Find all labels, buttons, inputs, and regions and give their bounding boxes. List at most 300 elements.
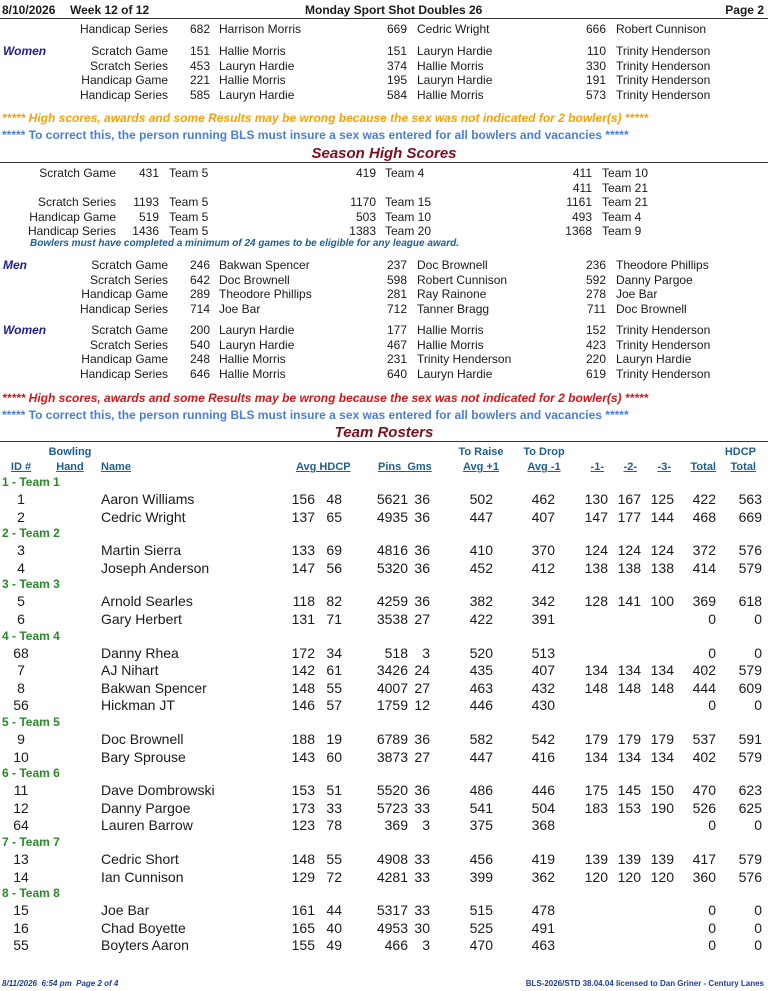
rosters-title-rule: [0, 441, 768, 442]
roster-g3: 120: [650, 868, 674, 885]
roster-g2: 148: [617, 679, 641, 696]
roster-id: 10: [13, 748, 29, 765]
bowler-name: Lauryn Hardie: [219, 337, 295, 352]
score-value: 598: [386, 272, 407, 287]
score-category: Handicap Game: [29, 210, 116, 224]
roster-gms: 12: [414, 697, 430, 714]
roster-pins: 4007: [376, 679, 408, 696]
score-value: 493: [571, 210, 592, 224]
roster-hdcp-total: 669: [738, 508, 762, 525]
roster-g1: 134: [584, 748, 608, 765]
roster-name: Aaron Williams: [101, 491, 195, 507]
roster-g3: 138: [650, 559, 674, 576]
roster-id: 56: [13, 697, 29, 714]
roster-total: 0: [708, 697, 716, 714]
roster-pins: 6789: [376, 731, 408, 747]
team-label: 2 - Team 2: [2, 526, 60, 541]
roster-gms: 27: [414, 611, 430, 627]
bowler-name: Trinity Henderson: [616, 58, 711, 73]
roster-name: Bary Sprouse: [101, 748, 186, 765]
roster-id: 5: [17, 593, 25, 610]
roster-g2: 153: [617, 799, 641, 816]
roster-g1: 183: [584, 799, 608, 816]
team-rosters-title: Team Rosters: [334, 424, 434, 441]
score-value: 1161: [566, 195, 592, 209]
roster-raise: 520: [469, 644, 493, 661]
col-name: Name: [101, 461, 131, 473]
roster-drop: 542: [531, 731, 555, 747]
bowler-name: Lauryn Hardie: [219, 323, 295, 337]
roster-name: Ian Cunnison: [101, 868, 184, 885]
bowler-name: Hallie Morris: [219, 366, 286, 381]
score-value: 640: [386, 366, 407, 381]
roster-total: 537: [692, 731, 716, 747]
roster-avg: 133: [291, 542, 315, 559]
roster-total: 526: [692, 799, 716, 816]
roster-g1: 128: [584, 593, 608, 610]
team-name: Team 5: [169, 166, 209, 180]
score-value: 289: [189, 287, 210, 301]
roster-g2: 134: [617, 748, 641, 765]
roster-avg: 146: [291, 697, 315, 714]
roster-hdcp: 48: [326, 491, 342, 507]
bowler-name: Robert Cunnison: [417, 272, 508, 287]
roster-gms: 33: [414, 851, 430, 867]
roster-pins: 4259: [376, 593, 408, 610]
roster-pins: 4281: [376, 868, 408, 885]
roster-avg: 161: [291, 902, 315, 919]
roster-name: Cedric Short: [101, 851, 179, 867]
roster-id: 68: [13, 644, 29, 661]
team-name: Team 4: [385, 166, 425, 180]
score-value: 712: [386, 301, 407, 316]
bowler-name: Cedric Wright: [417, 22, 490, 36]
roster-hdcp-total: 579: [738, 662, 762, 679]
roster-drop: 504: [531, 799, 555, 816]
roster-raise: 452: [469, 559, 493, 576]
roster-g1: 179: [584, 731, 608, 747]
score-value: 220: [585, 352, 606, 366]
roster-pins: 466: [384, 937, 408, 954]
roster-gms: 33: [414, 902, 430, 919]
roster-hdcp-total: 0: [754, 697, 762, 714]
team-name: Team 10: [385, 210, 432, 224]
sex-warning-2-line-2: ***** To correct this, the person running BLS must insure a sex was entered for all bowlers and vacancies *****: [2, 408, 629, 422]
roster-pins: 5320: [376, 559, 408, 576]
roster-g2: 139: [617, 851, 641, 867]
team-label: 3 - Team 3: [2, 577, 60, 592]
award-eligibility-note: Bowlers must have completed a minimum of 24 games to be eligible for any league award.: [30, 238, 460, 249]
roster-g2: 167: [617, 491, 641, 507]
col-game-3: -3-: [657, 461, 671, 473]
roster-drop: 362: [531, 868, 555, 885]
report-date: 8/10/2026: [2, 3, 56, 17]
roster-pins: 4953: [376, 919, 408, 936]
bowler-name: Harrison Morris: [219, 22, 302, 36]
bowler-name: Hallie Morris: [219, 44, 286, 58]
roster-hdcp-total: 0: [754, 919, 762, 936]
roster-total: 360: [692, 868, 716, 885]
season-men-label: Men: [3, 258, 27, 272]
score-value: 711: [586, 301, 606, 316]
roster-gms: 33: [414, 868, 430, 885]
roster-gms: 24: [414, 662, 430, 679]
bowler-name: Robert Cunnison: [616, 22, 707, 36]
roster-hdcp: 82: [326, 593, 342, 610]
roster-drop: 370: [531, 542, 555, 559]
roster-g3: 190: [650, 799, 674, 816]
bowler-name: Hallie Morris: [417, 323, 484, 337]
team-name: Team 5: [169, 224, 209, 238]
score-value: 467: [386, 337, 407, 352]
roster-gms: 36: [414, 731, 430, 747]
col-game-2: -2-: [623, 461, 637, 473]
roster-raise: 375: [469, 817, 493, 834]
roster-pins: 5317: [376, 902, 408, 919]
team-label: 4 - Team 4: [2, 628, 60, 643]
bowler-name: Hallie Morris: [417, 337, 484, 352]
score-value: 453: [189, 58, 210, 73]
score-value: 585: [189, 87, 210, 102]
roster-avg: 142: [291, 662, 315, 679]
roster-total: 444: [692, 679, 716, 696]
roster-raise: 399: [469, 868, 493, 885]
score-value: 236: [585, 258, 606, 272]
score-value: 151: [189, 44, 210, 58]
roster-avg: 153: [291, 782, 315, 799]
bowler-name: Lauryn Hardie: [417, 73, 493, 87]
score-value: 195: [386, 73, 407, 87]
roster-drop: 432: [531, 679, 555, 696]
footer-license: BLS-2026/STD 38.04.04 licensed to Dan Griner - Century Lanes: [525, 979, 764, 988]
bowler-name: Doc Brownell: [417, 258, 488, 272]
roster-total: 0: [708, 902, 716, 919]
roster-hdcp-total: 579: [738, 851, 762, 867]
bowler-name: Hallie Morris: [219, 73, 286, 87]
roster-hdcp-total: 563: [738, 491, 762, 507]
roster-g1: 134: [584, 662, 608, 679]
bowler-name: Theodore Phillips: [616, 258, 709, 272]
roster-g1: 138: [584, 559, 608, 576]
roster-pins: 5621: [376, 491, 408, 507]
roster-avg: 131: [291, 611, 315, 627]
score-value: 374: [386, 58, 407, 73]
score-category: Scratch Game: [91, 258, 168, 272]
roster-raise: 382: [469, 593, 493, 610]
col-to-raise-bottom: Avg +1: [463, 461, 499, 473]
season-title-rule: [0, 162, 768, 163]
bowler-name: Hallie Morris: [417, 87, 484, 102]
roster-raise: 525: [469, 919, 493, 936]
roster-raise: 486: [469, 782, 493, 799]
roster-name: AJ Nihart: [101, 662, 159, 679]
roster-pins: 4935: [376, 508, 408, 525]
roster-total: 422: [692, 491, 716, 507]
roster-avg: 148: [291, 679, 315, 696]
bowler-name: Ray Rainone: [417, 287, 487, 301]
roster-name: Chad Boyette: [101, 919, 186, 936]
roster-id: 2: [17, 508, 25, 525]
score-value: 246: [189, 258, 210, 272]
season-high-scores-title: Season High Scores: [311, 145, 457, 162]
roster-g3: 179: [650, 731, 674, 747]
score-value: 1368: [565, 224, 592, 238]
roster-avg: 137: [291, 508, 315, 525]
roster-gms: 36: [414, 491, 430, 507]
roster-hdcp: 60: [326, 748, 342, 765]
roster-name: Gary Herbert: [101, 611, 182, 627]
bowler-name: Lauryn Hardie: [616, 352, 692, 366]
roster-drop: 478: [531, 902, 555, 919]
col-hdcp-total: Total: [730, 461, 756, 473]
roster-drop: 407: [531, 662, 555, 679]
roster-raise: 456: [469, 851, 493, 867]
score-value: 419: [355, 166, 376, 180]
roster-hdcp: 44: [326, 902, 342, 919]
col-total: Total: [690, 461, 716, 473]
score-category: Handicap Series: [79, 87, 168, 102]
score-value: 423: [585, 337, 606, 352]
roster-gms: 36: [414, 559, 430, 576]
score-value: 110: [586, 44, 606, 58]
score-value: 191: [585, 73, 606, 87]
roster-gms: 36: [414, 782, 430, 799]
roster-pins: 4908: [376, 851, 408, 867]
score-category: Scratch Game: [91, 44, 168, 58]
roster-hdcp-total: 576: [738, 868, 762, 885]
bowler-name: Joe Bar: [219, 301, 261, 316]
score-value: 642: [189, 272, 210, 287]
roster-raise: 446: [469, 697, 493, 714]
score-category: Handicap Series: [79, 301, 168, 316]
score-category: Handicap Series: [79, 366, 168, 381]
roster-g1: 175: [584, 782, 608, 799]
roster-raise: 515: [469, 902, 493, 919]
team-label: 1 - Team 1: [2, 475, 60, 489]
bowler-name: Trinity Henderson: [616, 87, 711, 102]
bowler-name: Lauryn Hardie: [219, 58, 295, 73]
score-value: 540: [189, 337, 210, 352]
score-value: 231: [386, 352, 407, 366]
roster-avg: 188: [291, 731, 315, 747]
roster-hdcp: 33: [326, 799, 342, 816]
bowler-name: Lauryn Hardie: [417, 44, 493, 58]
roster-total: 0: [708, 919, 716, 936]
roster-raise: 502: [469, 491, 493, 507]
roster-gms: 36: [414, 508, 430, 525]
col-id: ID #: [10, 461, 32, 473]
roster-name: Joseph Anderson: [101, 559, 210, 576]
score-value: 237: [386, 258, 407, 272]
roster-g3: 124: [650, 542, 674, 559]
roster-drop: 416: [531, 748, 555, 765]
sex-warning-line-2: ***** To correct this, the person running BLS must insure a sex was entered for all bowlers and vacancies *****: [2, 128, 629, 142]
score-value: 503: [355, 210, 376, 224]
score-value: 200: [189, 323, 210, 337]
roster-g1: 124: [584, 542, 608, 559]
team-name: Team 5: [169, 210, 209, 224]
roster-pins: 518: [384, 644, 408, 661]
roster-id: 55: [13, 937, 29, 954]
roster-hdcp: 57: [326, 697, 342, 714]
roster-hdcp-total: 579: [738, 559, 762, 576]
score-value: 573: [585, 87, 606, 102]
roster-drop: 391: [531, 611, 555, 627]
roster-g2: 141: [617, 593, 641, 610]
sex-warning-line-1: ***** High scores, awards and some Results may be wrong because the sex was not indicated for 2 bowler(s) *****: [2, 111, 649, 125]
roster-hdcp: 34: [326, 644, 342, 661]
roster-pins: 5520: [376, 782, 408, 799]
roster-hdcp-total: 0: [754, 644, 762, 661]
col-bowling-top: Bowling: [48, 446, 92, 458]
roster-hdcp-total: 0: [754, 902, 762, 919]
roster-pins: 3873: [376, 748, 408, 765]
roster-name: Joe Bar: [101, 902, 150, 919]
roster-pins: 3426: [376, 662, 408, 679]
roster-hdcp: 51: [326, 782, 342, 799]
roster-hdcp-total: 625: [738, 799, 762, 816]
team-name: Team 4: [602, 210, 642, 224]
col-to-drop-bottom: Avg -1: [527, 461, 561, 473]
roster-hdcp-total: 579: [738, 748, 762, 765]
roster-g2: 124: [617, 542, 641, 559]
score-value: 1436: [132, 224, 159, 238]
roster-hdcp: 55: [326, 679, 342, 696]
roster-raise: 435: [469, 662, 493, 679]
roster-gms: 3: [422, 817, 430, 834]
roster-g1: 139: [584, 851, 608, 867]
roster-avg: 172: [291, 644, 315, 661]
roster-hdcp: 78: [326, 817, 342, 834]
roster-id: 8: [17, 679, 25, 696]
roster-hdcp: 19: [326, 731, 342, 747]
roster-id: 4: [17, 559, 25, 576]
roster-total: 402: [692, 748, 716, 765]
roster-avg: 147: [291, 559, 315, 576]
team-label: 8 - Team 8: [2, 886, 60, 901]
roster-total: 372: [692, 542, 716, 559]
roster-avg: 156: [291, 491, 315, 507]
roster-drop: 513: [531, 644, 555, 661]
roster-gms: 27: [414, 748, 430, 765]
roster-pins: 369: [384, 817, 408, 834]
roster-raise: 541: [469, 799, 493, 816]
score-value: 714: [189, 301, 210, 316]
sex-warning-2-line-1: ***** High scores, awards and some Results may be wrong because the sex was not indicated for 2 bowler(s) *****: [2, 391, 649, 405]
score-value: 619: [585, 366, 606, 381]
score-value: 666: [585, 22, 606, 36]
roster-g1: 147: [584, 508, 608, 525]
roster-name: Danny Rhea: [101, 644, 179, 661]
score-value: 248: [189, 352, 210, 366]
score-category: Handicap Game: [81, 73, 168, 87]
roster-drop: 430: [531, 697, 555, 714]
roster-g2: 120: [617, 868, 641, 885]
roster-name: Boyters Aaron: [101, 937, 189, 954]
score-value: 278: [585, 287, 606, 301]
col-hdcp-top: HDCP: [724, 446, 756, 458]
bowler-name: Trinity Henderson: [417, 352, 512, 366]
score-value: 411: [572, 181, 592, 195]
roster-hdcp: 65: [326, 508, 342, 525]
roster-id: 15: [13, 902, 29, 919]
score-category: Handicap Game: [81, 352, 168, 366]
bowler-name: Lauryn Hardie: [219, 87, 295, 102]
roster-g3: 125: [650, 491, 674, 507]
team-name: Team 9: [602, 224, 642, 238]
bowler-name: Joe Bar: [616, 287, 658, 301]
bowler-name: Danny Pargoe: [616, 272, 693, 287]
roster-hdcp-total: 0: [754, 817, 762, 834]
score-value: 584: [386, 87, 407, 102]
score-value: 519: [138, 210, 159, 224]
bowler-name: Trinity Henderson: [616, 73, 711, 87]
roster-total: 468: [692, 508, 716, 525]
roster-g3: 150: [650, 782, 674, 799]
roster-hdcp: 72: [326, 868, 342, 885]
roster-id: 1: [17, 491, 25, 507]
bowler-name: Trinity Henderson: [616, 337, 711, 352]
roster-drop: 407: [531, 508, 555, 525]
score-value: 1193: [133, 195, 159, 209]
roster-raise: 582: [469, 731, 493, 747]
roster-avg: 173: [291, 799, 315, 816]
roster-hdcp: 49: [326, 937, 342, 954]
roster-hdcp-total: 618: [738, 593, 762, 610]
roster-drop: 491: [531, 919, 555, 936]
roster-drop: 368: [531, 817, 555, 834]
roster-raise: 422: [469, 611, 493, 627]
bowler-name: Trinity Henderson: [616, 44, 711, 58]
roster-drop: 462: [531, 491, 555, 507]
roster-g3: 148: [650, 679, 674, 696]
roster-name: Danny Pargoe: [101, 799, 191, 816]
roster-gms: 3: [422, 937, 430, 954]
bowler-name: Hallie Morris: [219, 352, 286, 366]
roster-total: 0: [708, 937, 716, 954]
roster-gms: 36: [414, 542, 430, 559]
roster-raise: 447: [469, 508, 493, 525]
roster-avg: 148: [291, 851, 315, 867]
col-avg-hdcp: Avg HDCP: [296, 461, 351, 473]
roster-drop: 342: [531, 593, 555, 610]
roster-id: 12: [13, 799, 29, 816]
roster-hdcp-total: 0: [754, 611, 762, 627]
score-value: 646: [189, 366, 210, 381]
roster-g3: 144: [650, 508, 674, 525]
score-value: 330: [585, 58, 606, 73]
score-value: 431: [138, 166, 159, 180]
roster-g2: 145: [617, 782, 641, 799]
roster-id: 14: [13, 868, 29, 885]
roster-g1: 148: [584, 679, 608, 696]
col-to-raise-top: To Raise: [458, 446, 504, 458]
bowler-name: Doc Brownell: [616, 301, 687, 316]
roster-avg: 129: [291, 868, 315, 885]
roster-hdcp-total: 576: [738, 542, 762, 559]
roster-name: Doc Brownell: [101, 731, 184, 747]
roster-gms: 27: [414, 679, 430, 696]
bowler-name: Trinity Henderson: [616, 323, 711, 337]
roster-name: Arnold Searles: [101, 593, 193, 610]
score-value: 221: [189, 73, 210, 87]
roster-total: 417: [692, 851, 716, 867]
score-category: Scratch Series: [89, 58, 168, 73]
roster-hdcp-total: 591: [738, 731, 762, 747]
roster-g2: 179: [617, 731, 641, 747]
roster-pins: 4816: [376, 542, 408, 559]
roster-g3: 100: [650, 593, 674, 610]
